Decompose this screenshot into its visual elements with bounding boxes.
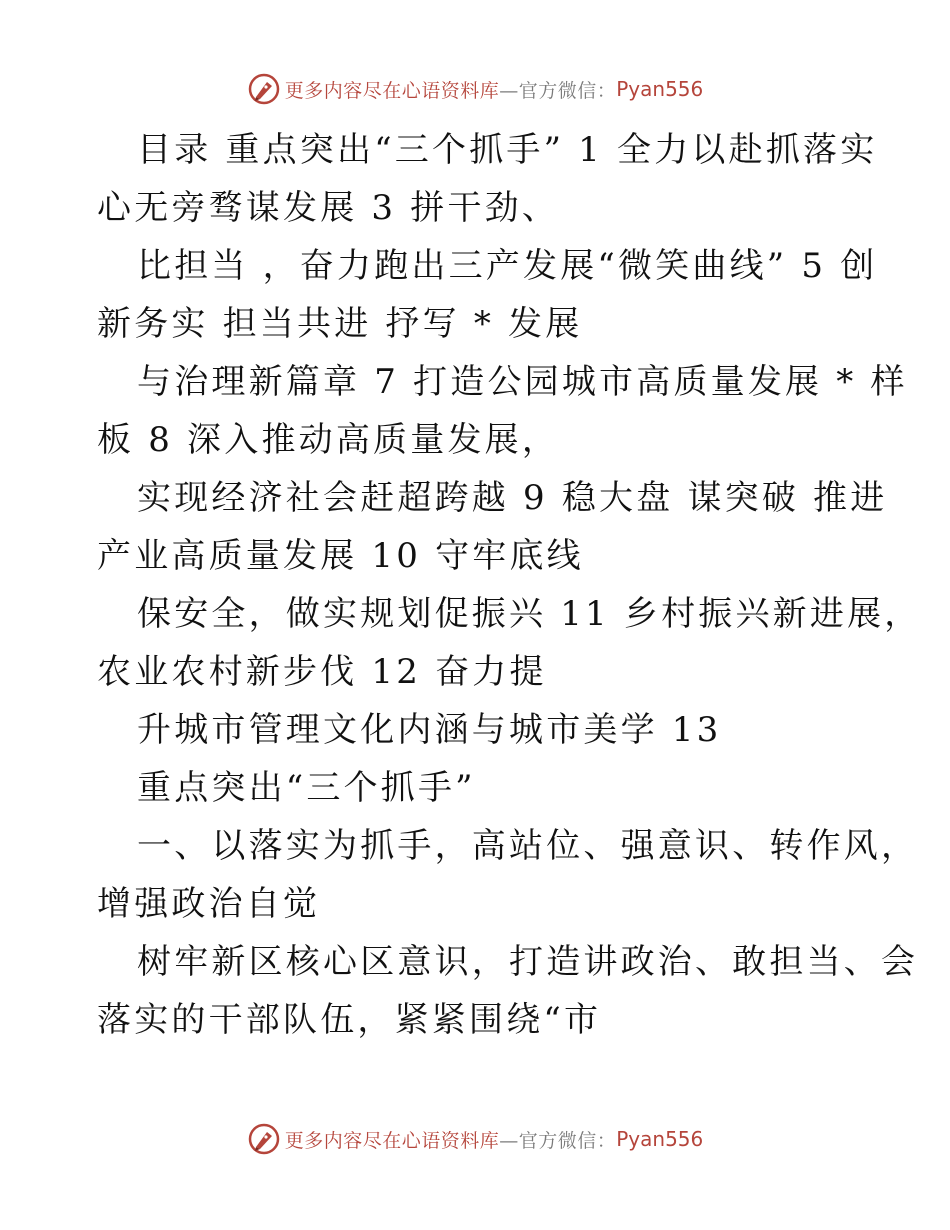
body-line: 保安全，做实规划促振兴 11 乡村振兴新进展， [137, 594, 922, 634]
body-line: 目录 重点突出“三个抓手” 1 全力以赴抓落实 [137, 130, 878, 170]
banner-separator: —官方微信： [499, 79, 617, 102]
footer-banner [0, 1122, 950, 1156]
document-body [97, 121, 922, 1049]
banner-title: 更多内容尽在心语资料库 [284, 79, 500, 102]
body-line: 增强政治自觉 [97, 884, 321, 924]
body-line: 树牢新区核心区意识，打造讲政治、敢担当、会 [137, 942, 919, 982]
pen-nib-circle-icon [247, 72, 281, 106]
body-line: 落实的干部队伍，紧紧围绕“市 [97, 1000, 602, 1040]
body-line: 与治理新篇章 7 打造公园城市高质量发展 * 样 [137, 362, 908, 402]
banner-wechat-id: Pyan556 [616, 1127, 704, 1151]
body-line: 产业高质量发展 10 守牢底线 [97, 536, 584, 576]
body-line: 实现经济社会赶超跨越 9 稳大盘 谋突破 推进 [137, 478, 888, 518]
pen-nib-circle-icon [247, 1122, 281, 1156]
body-line: 升城市管理文化内涵与城市美学 13 [137, 710, 722, 750]
body-line: 比担当 ，奋力跑出三产发展“微笑曲线” 5 创 [137, 246, 878, 286]
body-line: 一、以落实为抓手，高站位、强意识、转作风， [137, 826, 919, 866]
body-line: 板 8 深入推动高质量发展， [97, 420, 560, 460]
section-heading: 重点突出“三个抓手” [137, 768, 476, 808]
body-line: 农业农村新步伐 12 奋力提 [97, 652, 547, 692]
banner-title: 更多内容尽在心语资料库 [284, 1129, 500, 1152]
body-line: 新务实 担当共进 抒写 * 发展 [97, 304, 583, 344]
body-line: 心无旁骛谋发展 3 拼干劲、 [97, 188, 560, 228]
header-banner [0, 72, 950, 106]
banner-wechat-id: Pyan556 [616, 77, 704, 101]
banner-separator: —官方微信： [499, 1129, 617, 1152]
